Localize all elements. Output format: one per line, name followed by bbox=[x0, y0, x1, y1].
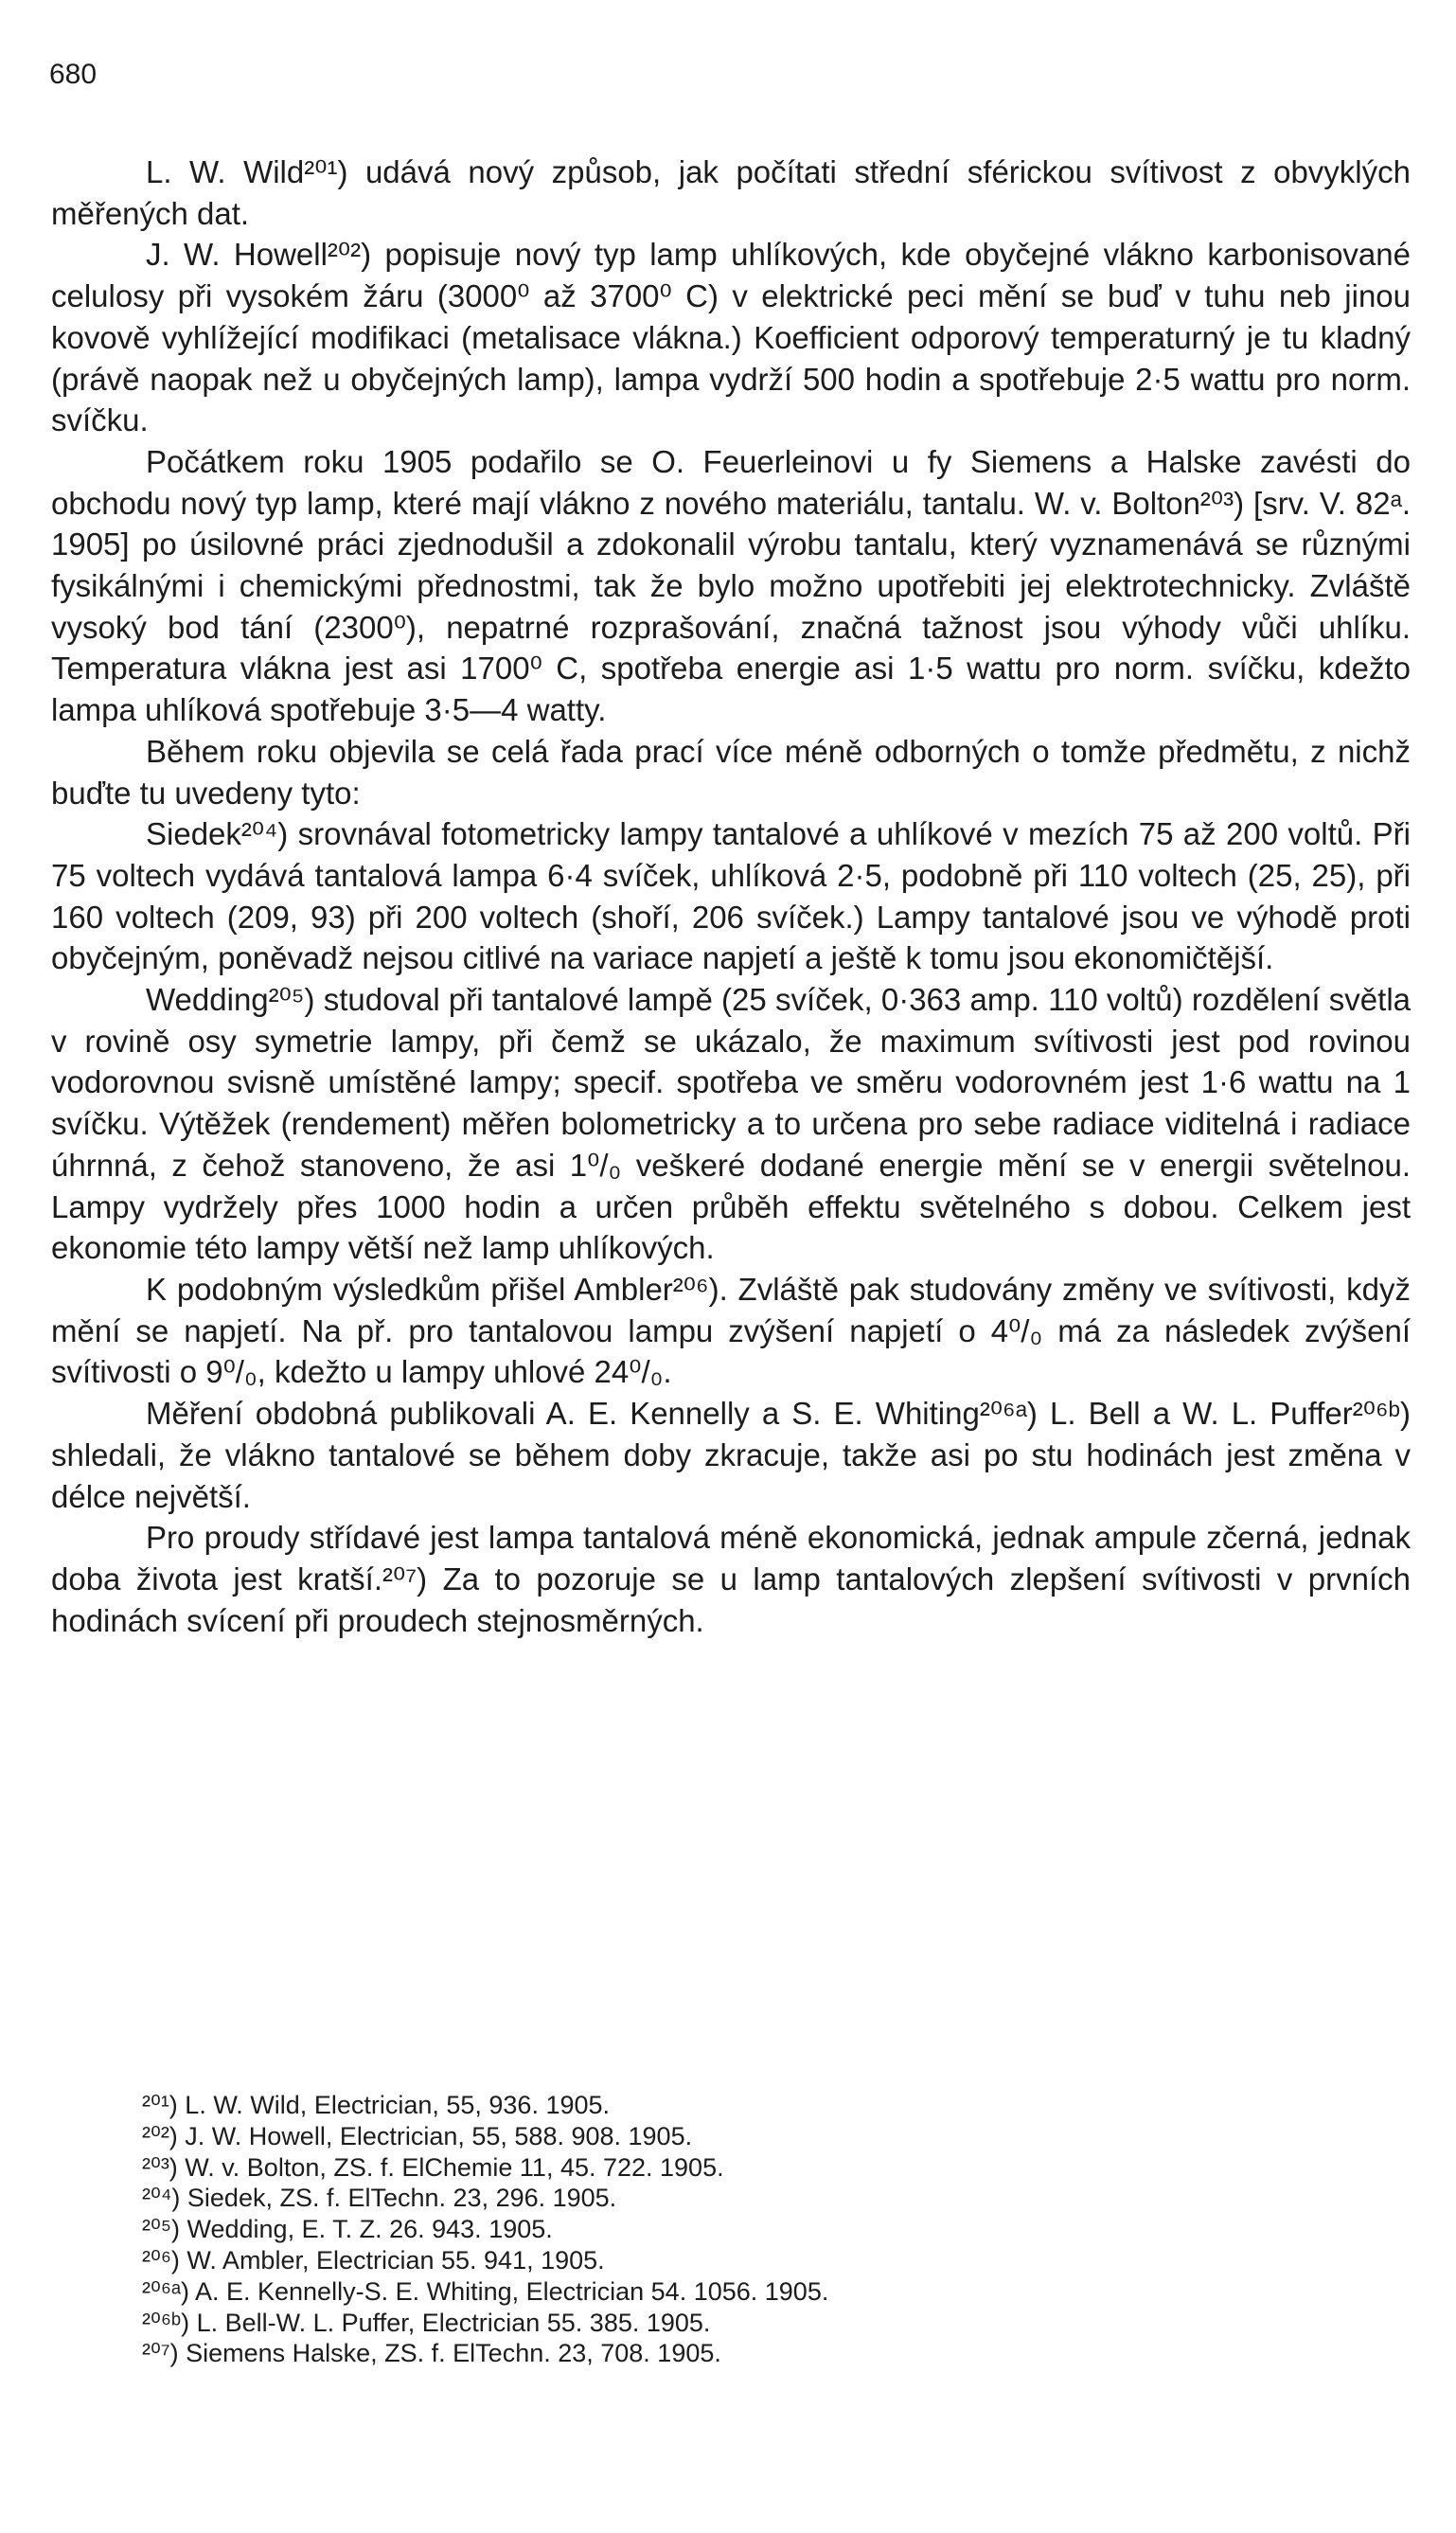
footnote-206b: ²⁰⁶ᵇ) L. Bell-W. L. Puffer, Electrician 55. 385. 1905. bbox=[142, 2308, 711, 2337]
footnote-207: ²⁰⁷) Siemens Halske, ZS. f. ElTechn. 23, 708. 1905. bbox=[142, 2339, 721, 2368]
footnote-206: ²⁰⁶) W. Ambler, Electrician 55. 941, 1905. bbox=[142, 2245, 605, 2274]
page-number: 680 bbox=[49, 59, 98, 90]
body-text bbox=[51, 152, 1411, 1641]
paragraph-alternating-current: Pro proudy střídavé jest lampa tantalová méně ekonomická, jednak ampule zčerná, jednak doba života jest kratší.²⁰⁷) Za to pozoruje se u lamp tantalových zlepšení svítivosti v prvních hodinách svícení při proudech stejnosměrných. bbox=[51, 1520, 1411, 1638]
footnote-204: ²⁰⁴) Siedek, ZS. f. ElTechn. 23, 296. 1905. bbox=[142, 2184, 617, 2213]
footnote-206a: ²⁰⁶ᵃ) A. E. Kennelly-S. E. Whiting, Electrician 54. 1056. 1905. bbox=[142, 2276, 829, 2306]
footnote-202: ²⁰²) J. W. Howell, Electrician, 55, 588. 908. 1905. bbox=[142, 2121, 693, 2150]
footnote-201: ²⁰¹) L. W. Wild, Electrician, 55, 936. 1905. bbox=[142, 2091, 611, 2119]
paragraph-siedek: Siedek²⁰⁴) srovnával fotometricky lampy tantalové a uhlíkové v mezích 75 až 200 voltů. Při 75 voltech vydává tantalová lampa 6·4 svíček, uhlíková 2·5, podobně při 110 voltech (25, 25), při 160 voltech (209, 93) při 200 voltech (shoří, 206 svíček.) Lampy tantalové jsou ve výhodě proti obyčejným, poněvadž nejsou citlivé na variace napjetí a ještě k tomu jsou ekonomičtější. bbox=[51, 816, 1411, 976]
paragraph-works-intro: Během roku objevila se celá řada prací více méně odborných o tomže předmětu, z nichž buďte tu uvedeny tyto: bbox=[51, 733, 1411, 811]
paragraph-wild: L. W. Wild²⁰¹) udává nový způsob, jak počítati střední sférickou svítivost z obvyklých měřených dat. bbox=[51, 154, 1411, 231]
paragraph-tantalum-lamp: Počátkem roku 1905 podařilo se O. Feuerleinovi u fy Siemens a Halske zavésti do obchodu nový typ lamp, které mají vlákno z nového materiálu, tantalu. W. v. Bolton²⁰³) [srv. V. 82ᵃ. 1905] po úsilovné práci zjednodušil a zdokonalil výrobu tantalu, který vyznamenává se různými fysikálnými i chemickými přednostmi, tak že bylo možno upotřebiti jej elektrotechnicky. Zvláště vysoký bod tání (2300⁰), nepatrné rozprašování, značná tažnost jsou výhody vůči uhlíku. Temperatura vlákna jest asi 1700⁰ C, spotřeba energie asi 1·5 wattu pro norm. svíčku, kdežto lampa uhlíková spotřebuje 3·5—4 watty. bbox=[51, 443, 1411, 728]
paragraph-howell: J. W. Howell²⁰²) popisuje nový typ lamp uhlíkových, kde obyčejné vlákno karbonisované celulosy při vysokém žáru (3000⁰ až 3700⁰ C) v elektrické peci mění se buď v tuhu neb jinou kovově vyhlížející modifikaci (metalisace vlákna.) Koefficient odporový temperaturný je tu kladný (právě naopak než u obyčejných lamp), lampa vydrží 500 hodin a spotřebuje 2·5 wattu pro norm. svíčku. bbox=[51, 237, 1411, 438]
paragraph-wedding: Wedding²⁰⁵) studoval při tantalové lampě (25 svíček, 0·363 amp. 110 voltů) rozdělení světla v rovině osy symetrie lampy, při čemž se ukázalo, že maximum svítivosti jest pod rovinou vodorovnou svisně umístěné lampy; specif. spotřeba ve směru vodorovném jest 1·6 wattu na 1 svíčku. Výtěžek (rendement) měřen bolometricky a to určena pro sebe radiace viditelná i radiace úhrnná, z čehož stanoveno, že asi 1⁰/₀ veškeré dodané energie mění se v energii světelnou. Lampy vydržely přes 1000 hodin a určen průběh effektu světelného s dobou. Celkem jest ekonomie této lampy větší než lamp uhlíkových. bbox=[51, 982, 1411, 1266]
footnote-205: ²⁰⁵) Wedding, E. T. Z. 26. 943. 1905. bbox=[142, 2215, 553, 2244]
paragraph-kennelly: Měření obdobná publikovali A. E. Kennelly a S. E. Whiting²⁰⁶ᵃ) L. Bell a W. L. Puffer²⁰⁶ᵇ) shledali, že vlákno tantalové se během doby zkracuje, takže asi po stu hodinách jest změna v délce největší. bbox=[51, 1396, 1411, 1514]
footnotes bbox=[142, 2090, 1231, 2369]
footnote-203: ²⁰³) W. v. Bolton, ZS. f. ElChemie 11, 45. 722. 1905. bbox=[142, 2152, 724, 2182]
paragraph-ambler: K podobným výsledkům přišel Ambler²⁰⁶). Zvláště pak studovány změny ve svítivosti, když mění se napjetí. Na př. pro tantalovou lampu zvýšení napjetí o 4⁰/₀ má za následek zvýšení svítivosti o 9⁰/₀, kdežto u lampy uhlové 24⁰/₀. bbox=[51, 1271, 1411, 1390]
